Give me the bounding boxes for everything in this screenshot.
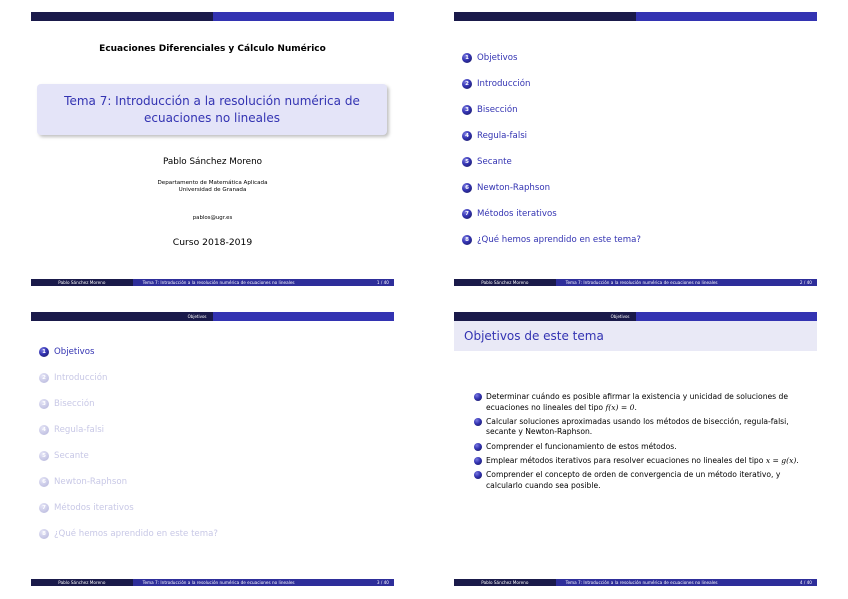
- ball-icon: 4: [39, 425, 49, 435]
- footer-title: Tema 7: Introducción a la resolución numérica de ecuaciones no lineales: [565, 580, 718, 585]
- list-item: Comprender el funcionamiento de estos métodos.: [474, 442, 804, 453]
- table-of-contents: [39, 339, 218, 547]
- toc-item[interactable]: 2 Introducción: [462, 71, 641, 97]
- slide-4: [454, 312, 817, 586]
- ball-icon: 7: [39, 503, 49, 513]
- footer-author: Pablo Sánchez Moreno: [31, 579, 133, 586]
- toc-item[interactable]: 7 Métodos iterativos: [39, 495, 218, 521]
- header-bar: [454, 312, 817, 321]
- department: Departamento de Matemática Aplicada: [157, 180, 268, 186]
- toc-item[interactable]: 1 Objetivos: [462, 45, 641, 71]
- footer-bar: [454, 279, 817, 286]
- page-number: 2 / 40: [799, 280, 812, 285]
- footer-bar: [454, 579, 817, 586]
- university: Universidad de Granada: [178, 187, 247, 193]
- ball-icon: 8: [39, 529, 49, 539]
- section-name: Objetivos: [31, 312, 213, 321]
- footer-bar: [31, 579, 394, 586]
- header-bar: [31, 312, 394, 321]
- ball-icon: [474, 443, 482, 451]
- list-item: Emplear métodos iterativos para resolver ecuaciones no lineales del tipo x = g(x).: [474, 456, 804, 467]
- toc-item[interactable]: 7 Métodos iterativos: [462, 201, 641, 227]
- footer-bar: [31, 279, 394, 286]
- course-name: Ecuaciones Diferenciales y Cálculo Numérico: [99, 44, 326, 54]
- institution: [31, 180, 394, 194]
- footer-author: Pablo Sánchez Moreno: [31, 279, 133, 286]
- course-year: Curso 2018-2019: [172, 237, 253, 248]
- footer-title: Tema 7: Introducción a la resolución numérica de ecuaciones no lineales: [142, 280, 295, 285]
- footer-author: Pablo Sánchez Moreno: [454, 279, 556, 286]
- ball-icon: 1: [39, 347, 49, 357]
- footer-title: Tema 7: Introducción a la resolución numérica de ecuaciones no lineales: [565, 280, 718, 285]
- toc-item[interactable]: 8 ¿Qué hemos aprendido en este tema?: [39, 521, 218, 547]
- toc-item[interactable]: 3 Bisección: [462, 97, 641, 123]
- list-item: Determinar cuándo es posible afirmar la existencia y unicidad de soluciones de ecuaciones no lineales del tipo f(x) = 0.: [474, 392, 804, 413]
- frame-title: Objetivos de este tema: [454, 321, 817, 351]
- author-name: Pablo Sánchez Moreno: [162, 157, 263, 167]
- ball-icon: 7: [462, 209, 472, 219]
- ball-icon: 5: [39, 451, 49, 461]
- page-number: 1 / 40: [376, 280, 389, 285]
- toc-item[interactable]: 4 Regula-falsi: [462, 123, 641, 149]
- section-name: Objetivos: [454, 312, 636, 321]
- toc-item[interactable]: 5 Secante: [39, 443, 218, 469]
- slide-1: [31, 12, 394, 286]
- table-of-contents: [462, 45, 641, 253]
- toc-item[interactable]: 4 Regula-falsi: [39, 417, 218, 443]
- toc-item[interactable]: 3 Bisección: [39, 391, 218, 417]
- ball-icon: 6: [462, 183, 472, 193]
- list-item: Calcular soluciones aproximadas usando los métodos de bisección, regula-falsi, secante y Newton-Raphson.: [474, 417, 804, 438]
- header-bar: [454, 12, 817, 21]
- ball-icon: [474, 457, 482, 465]
- math-expression: f(x) = 0: [605, 402, 635, 412]
- slide-3: [31, 312, 394, 586]
- list-item: Comprender el concepto de orden de convergencia de un método iterativo, y calcularlo cuando sea posible.: [474, 470, 804, 491]
- ball-icon: 3: [39, 399, 49, 409]
- ball-icon: 2: [39, 373, 49, 383]
- footer-author: Pablo Sánchez Moreno: [454, 579, 556, 586]
- toc-item[interactable]: 5 Secante: [462, 149, 641, 175]
- ball-icon: 3: [462, 105, 472, 115]
- ball-icon: [474, 418, 482, 426]
- page-number: 3 / 40: [376, 580, 389, 585]
- ball-icon: 8: [462, 235, 472, 245]
- toc-item[interactable]: 8 ¿Qué hemos aprendido en este tema?: [462, 227, 641, 253]
- math-expression: x = g(x): [765, 455, 797, 465]
- title-box: Tema 7: Introducción a la resolución numérica de ecuaciones no lineales: [37, 84, 387, 135]
- objectives-list: [474, 392, 804, 495]
- ball-icon: [474, 471, 482, 479]
- toc-item[interactable]: 1 Objetivos: [39, 339, 218, 365]
- ball-icon: 2: [462, 79, 472, 89]
- ball-icon: 6: [39, 477, 49, 487]
- page-number: 4 / 40: [799, 580, 812, 585]
- email: pablos@ugr.es: [192, 215, 233, 221]
- ball-icon: 4: [462, 131, 472, 141]
- slide-2: [454, 12, 817, 286]
- toc-item[interactable]: 2 Introducción: [39, 365, 218, 391]
- toc-item[interactable]: 6 Newton-Raphson: [462, 175, 641, 201]
- toc-item[interactable]: 6 Newton-Raphson: [39, 469, 218, 495]
- ball-icon: 5: [462, 157, 472, 167]
- header-bar: [31, 12, 394, 21]
- ball-icon: [474, 393, 482, 401]
- footer-title: Tema 7: Introducción a la resolución numérica de ecuaciones no lineales: [142, 580, 295, 585]
- ball-icon: 1: [462, 53, 472, 63]
